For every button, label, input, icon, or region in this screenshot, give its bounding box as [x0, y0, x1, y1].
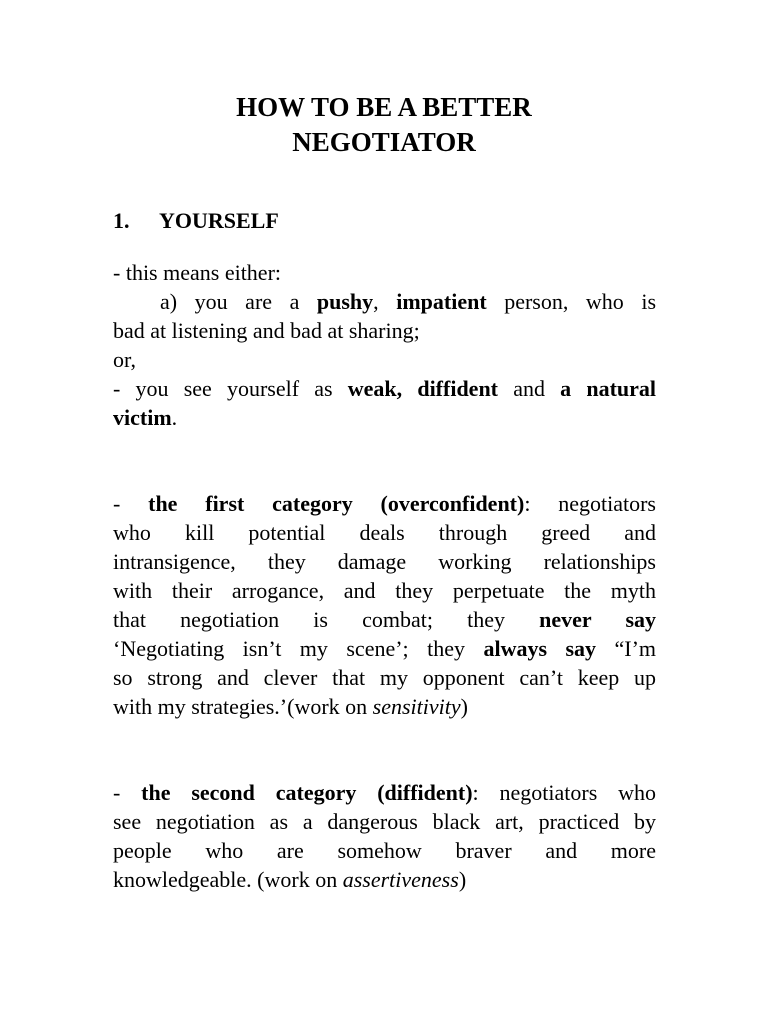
paragraph-line — [113, 489, 656, 518]
section-heading — [113, 206, 279, 236]
intro-line — [113, 374, 656, 403]
paragraph-line: people who are somehow braver and more — [113, 838, 656, 863]
text-run: - — [113, 491, 121, 516]
text-run: that negotiation is combat; they — [113, 607, 505, 632]
paragraph-line — [113, 865, 656, 894]
section-title: YOURSELF — [159, 208, 279, 233]
text-run: ) — [460, 694, 468, 719]
emphasis-pushy: pushy — [316, 289, 374, 314]
paragraph-line — [113, 605, 656, 634]
intro-paragraph — [113, 258, 656, 432]
section-number: 1. — [113, 208, 130, 233]
intro-line — [113, 403, 656, 432]
paragraph-line — [113, 634, 656, 663]
text-run: : negotiators — [524, 491, 656, 516]
paragraph-line: so strong and clever that my opponent can’t keep up — [113, 665, 656, 690]
second-category-paragraph — [113, 778, 656, 894]
text-run: “I’m — [614, 636, 656, 661]
page-title — [0, 90, 768, 160]
paragraph-line: who kill potential deals through greed and — [113, 520, 656, 545]
emphasis-always-say: always say — [483, 636, 597, 661]
intro-line — [113, 287, 656, 316]
text-run: - — [113, 780, 121, 805]
title-line-1: HOW TO BE A BETTER — [236, 92, 532, 122]
emphasis-assertiveness: assertiveness — [342, 867, 459, 892]
paragraph-line — [113, 778, 656, 807]
text-run: and — [513, 376, 545, 401]
emphasis-natural: a natural — [560, 376, 656, 401]
paragraph-line: intransigence, they damage working relationships — [113, 549, 656, 574]
text-run: a) you are a — [160, 289, 300, 314]
intro-line: - this means either: — [113, 260, 282, 285]
emphasis-second-category: the second category (diffident) — [141, 780, 473, 805]
text-run: , — [373, 289, 379, 314]
text-run: ‘Negotiating isn’t my scene’; they — [113, 636, 465, 661]
paragraph-line: see negotiation as a dangerous black art, practiced by — [113, 809, 656, 834]
emphasis-weak-diffident: weak, diffident — [347, 376, 499, 401]
emphasis-never-say: never say — [539, 607, 656, 632]
paragraph-line: with their arrogance, and they perpetuate the myth — [113, 578, 656, 603]
text-run: : negotiators who — [472, 780, 656, 805]
text-run: with my strategies.’(work on — [113, 694, 368, 719]
emphasis-victim: victim — [113, 405, 172, 430]
first-category-paragraph — [113, 489, 656, 721]
emphasis-sensitivity: sensitivity — [372, 694, 461, 719]
text-run: knowledgeable. (work on — [113, 867, 338, 892]
intro-line: or, — [113, 347, 136, 372]
text-run: person, who is — [504, 289, 656, 314]
text-run: - you see yourself as — [113, 376, 333, 401]
text-run: . — [171, 405, 178, 430]
emphasis-impatient: impatient — [396, 289, 487, 314]
emphasis-first-category: the first category (overconfident) — [148, 491, 525, 516]
text-run: ) — [458, 867, 467, 892]
title-line-2: NEGOTIATOR — [292, 127, 476, 157]
paragraph-line — [113, 692, 656, 721]
intro-line: bad at listening and bad at sharing; — [113, 318, 420, 343]
